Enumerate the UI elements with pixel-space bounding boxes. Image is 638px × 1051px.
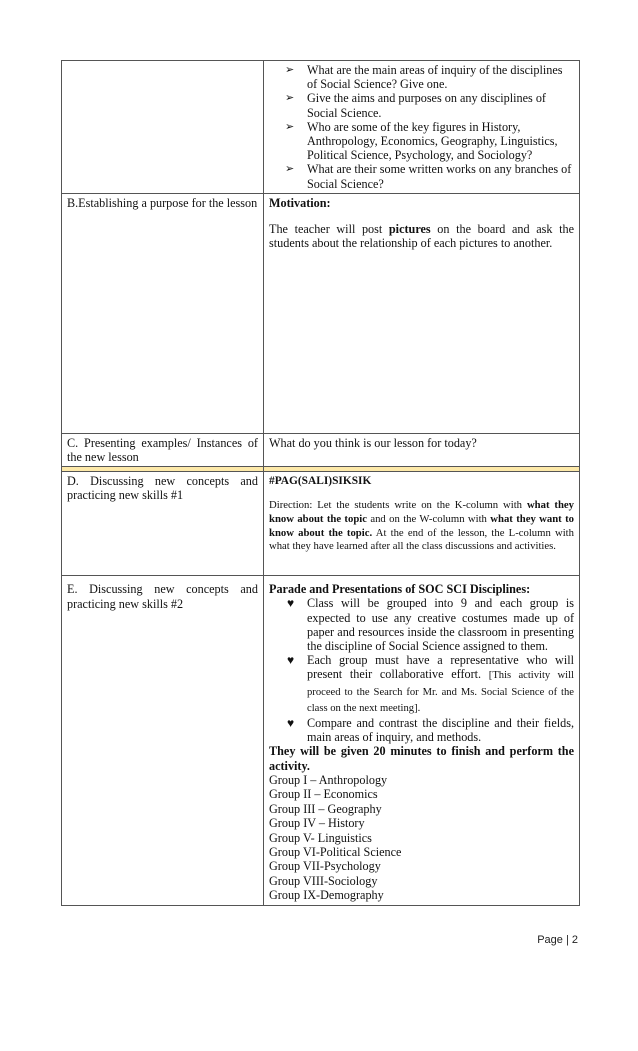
row-label: B.Establishing a purpose for the lesson [62,193,264,433]
list-item: Group IV – History [269,816,365,831]
list-item: ➢ What are their some written works on any branches of Social Science? [285,162,572,191]
motivation-text: The teacher will post pictures on the board and ask the students about the relationship of each pictures to another. [269,222,574,251]
list-item: ♥ Each group must have a representative who will present their collaborative effort. [This activity will proceed to the Search for Mr. and Ms. Social Science of the class on the next meeting]. [287,653,574,714]
table-row-questions [62,61,580,194]
page-number: Page | 2 [537,934,578,946]
arrow-bullet-icon: ➢ [285,92,295,105]
arrow-bullet-icon: ➢ [285,163,295,176]
row-label: D. Discussing new concepts and practicing new skills #1 [62,472,264,576]
list-item: ➢ What are the main areas of inquiry of the disciplines of Social Science? Give one. [285,63,563,92]
table-row-establishing-purpose [62,193,580,433]
direction-text: Direction: Let the students write on the K-column with what they know about the topic and on the W-column with what they want to know about the topic. At the end of the lesson, the L-column with what they have learned after all the class discussions and activities. [269,499,575,553]
heart-bullet-icon: ♥ [287,596,295,611]
questions-cell [264,61,580,194]
list-item: ➢ Who are some of the key figures in History, Anthropology, Economics, Geography, Linguistics, Political Science, Psychology, and Sociology? [285,119,558,163]
list-item: Group VI-Political Science [269,844,402,859]
row-label: C. Presenting examples/ Instances of the new lesson [62,433,264,466]
empty-label-cell [62,61,264,194]
motivation-cell [264,193,580,433]
list-item: ♥ Class will be grouped into 9 and each group is expected to use any creative costumes made up of paper and resources inside the classroom in presenting the discipline of Social Science assigned to them. [287,596,574,654]
activity-heading: #PAG(SALI)SIKSIK [269,475,372,488]
list-item: Group III – Geography [269,801,382,816]
table-row-concepts-2 [62,576,580,905]
list-item: Group VII-Psychology [269,859,381,874]
heart-bullet-icon: ♥ [287,653,295,668]
arrow-bullet-icon: ➢ [285,64,295,76]
question-list [269,63,574,191]
list-item: ➢ Give the aims and purposes on any disciplines of Social Science. [285,91,546,120]
arrow-bullet-icon: ➢ [285,120,295,133]
table-row-concepts-1 [62,472,580,576]
heart-bullet-icon: ♥ [287,716,295,731]
list-item: Group V- Linguistics [269,830,372,845]
parade-heading: Parade and Presentations of SOC SCI Disciplines: [269,582,531,597]
parade-bullets [269,596,574,744]
list-item: Group VIII-Sociology [269,873,378,888]
row-label: E. Discussing new concepts and practicing new skills #2 [62,576,264,905]
lesson-question: What do you think is our lesson for today? [264,433,580,466]
lesson-plan-table [61,60,580,906]
table-row-presenting-examples [62,433,580,466]
list-item: Group I – Anthropology [269,772,388,787]
list-item: ♥ Compare and contrast the discipline and their fields, main areas of inquiry, and methods. [287,716,574,745]
time-note: They will be given 20 minutes to finish and perform the activity. [269,744,574,773]
motivation-heading: Motivation: [269,195,331,210]
list-item: Group II – Economics [269,787,378,802]
group-list [269,773,574,903]
activity-cell [264,472,580,576]
list-item: Group IX-Demography [269,888,384,903]
parade-cell [264,576,580,905]
